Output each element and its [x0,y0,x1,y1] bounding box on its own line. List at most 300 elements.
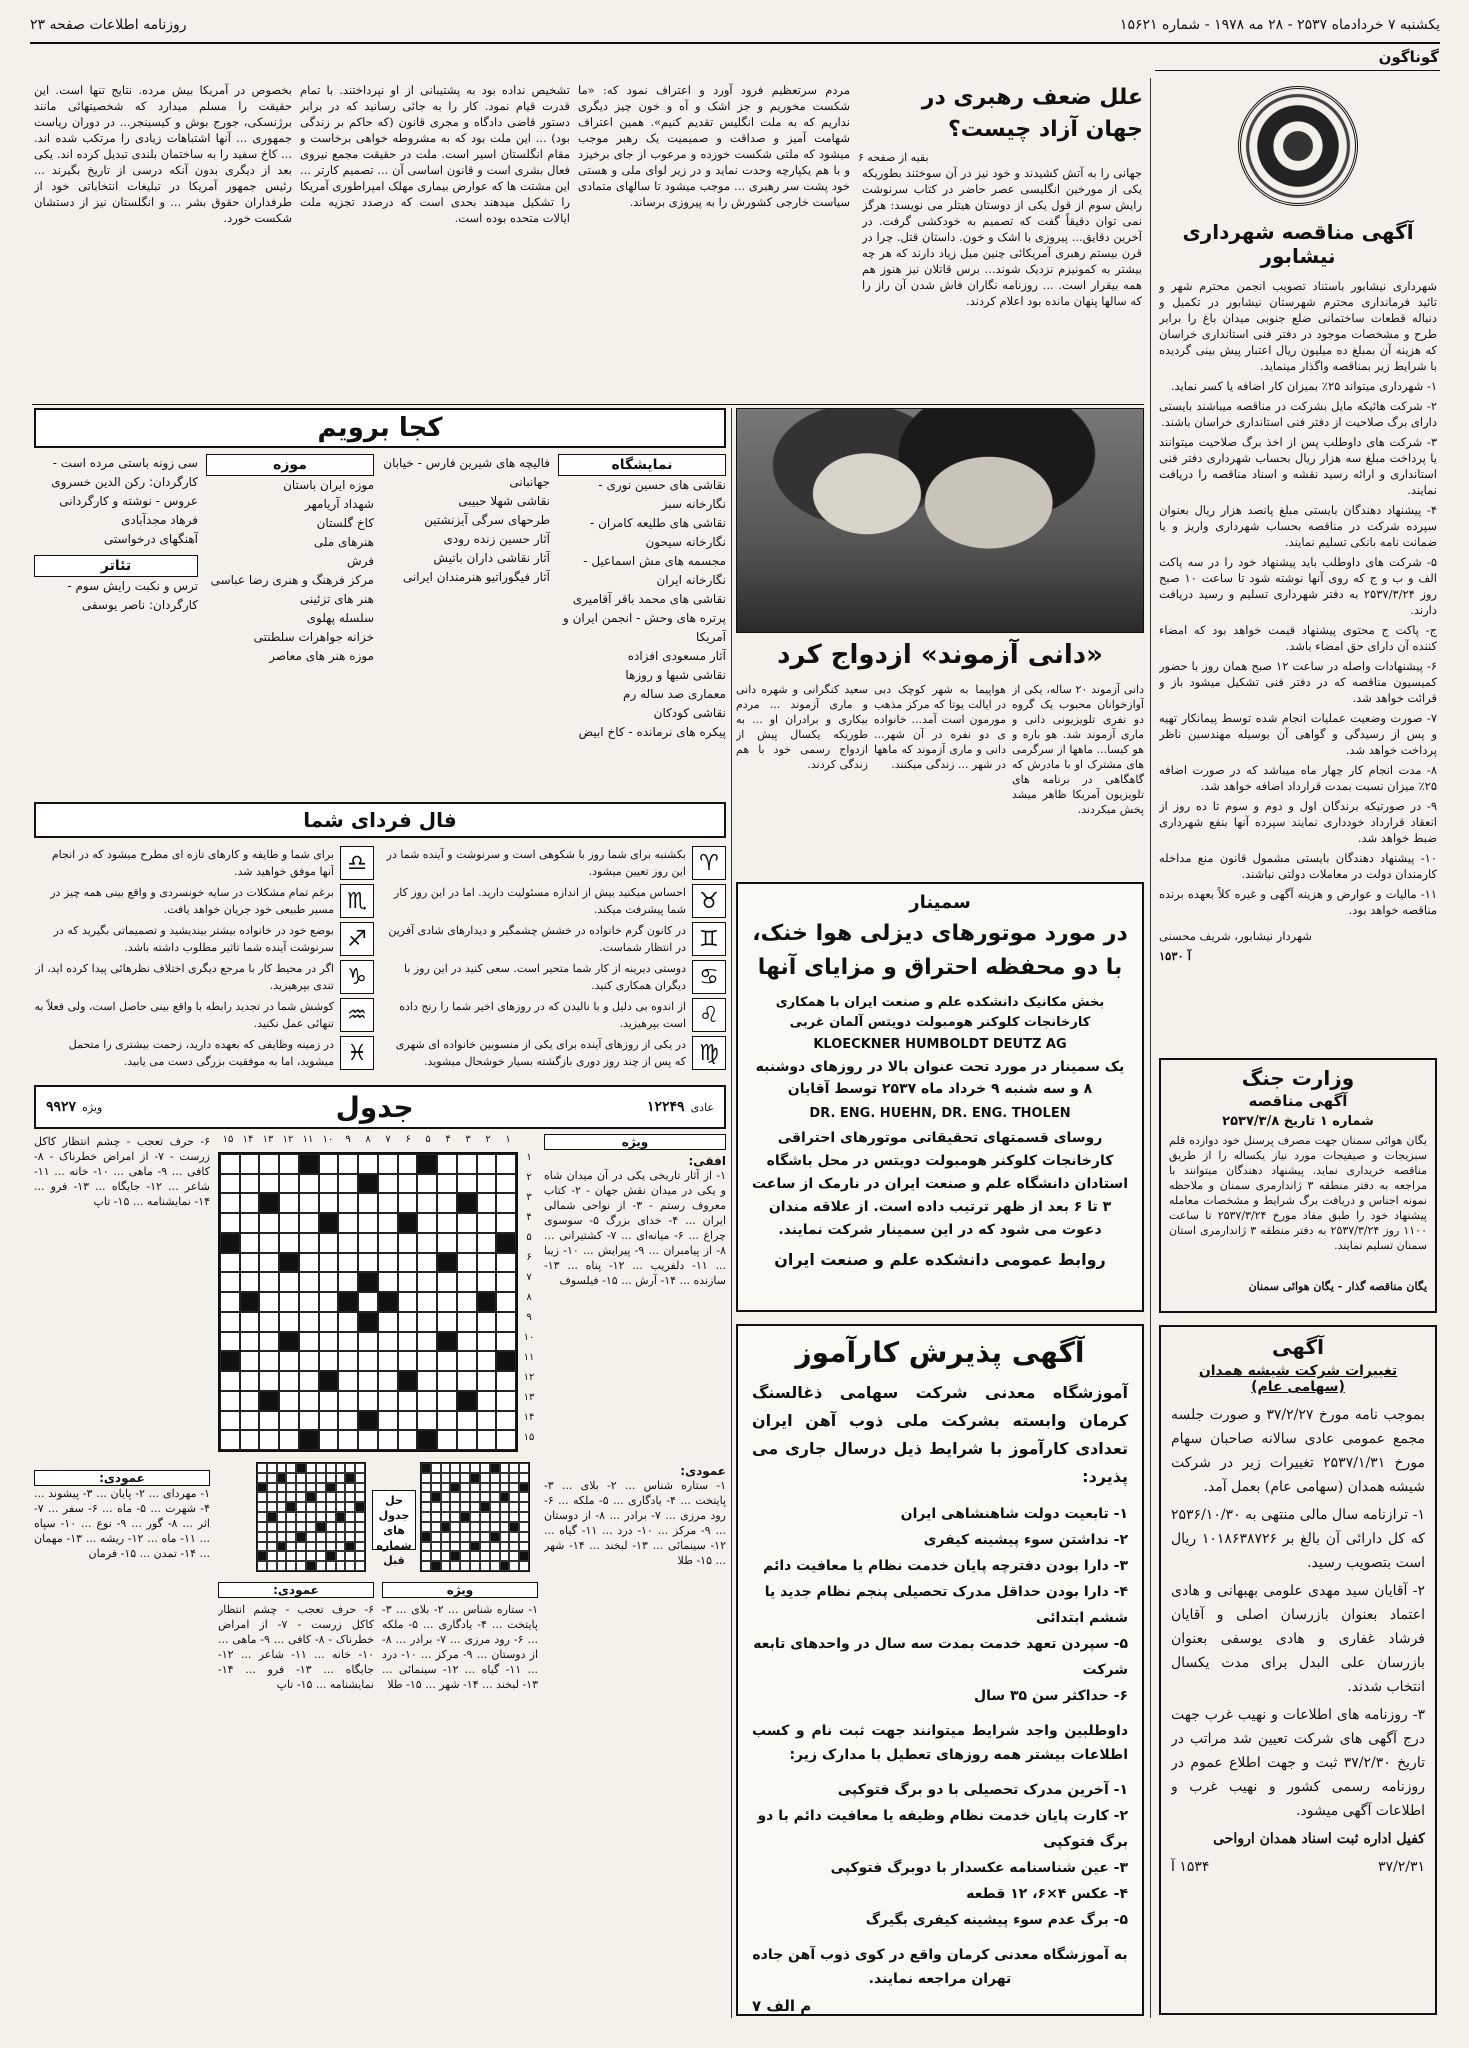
crossword-cell[interactable] [477,1411,497,1431]
crossword-cell[interactable] [496,1332,516,1352]
solution-cell [277,1463,287,1473]
crossword-cell[interactable] [457,1411,477,1431]
crossword-cell[interactable] [259,1253,279,1273]
crossword-cell[interactable] [457,1332,477,1352]
apprentice-condition: ۲- نداشتن سوء پیشینه کیفری [923,1532,1128,1548]
crossword-cell[interactable] [378,1174,398,1194]
crossword-cell[interactable] [358,1193,378,1213]
crossword-cell[interactable] [496,1411,516,1431]
crossword-cell[interactable] [417,1233,437,1253]
crossword-cell[interactable] [279,1391,299,1411]
crossword-cell[interactable] [496,1391,516,1411]
crossword-cell[interactable] [220,1391,240,1411]
crossword-cell[interactable] [437,1351,457,1371]
crossword-cell[interactable] [279,1292,299,1312]
crossword-cell[interactable] [299,1332,319,1352]
apprentice-doc: ۴- عکس ۴×۶، ۱۲ قطعه [966,1886,1128,1902]
crossword-cell[interactable] [457,1233,477,1253]
crossword-cell[interactable] [338,1332,358,1352]
crossword-cell[interactable] [220,1193,240,1213]
apprentice-condition: ۳- دارا بودن دفترچه پایان خدمت نظام یا معافیت دائم [763,1558,1128,1574]
solution-cell [277,1551,287,1561]
crossword-cell[interactable] [240,1411,260,1431]
crossword-cell[interactable] [398,1312,418,1332]
crossword-cell[interactable] [240,1233,260,1253]
vertical-label: عمودی: [680,1464,726,1478]
exhibition-item: نقاشی کودکان [653,706,726,720]
crossword-cell[interactable] [358,1292,378,1312]
crossword-cell[interactable] [417,1351,437,1371]
article-col-3: تشخیص نداده بود به پشتیبانی از او نپرداختند. با تمام قدرت قیام نمود. کار را به جائی رسانید که در برابر دستور قاضی دادگاه و مجری قانون (که حاکم بر زندگی بود) ... این ملت بود که به مشروطه خواهی برخاست و مقام انگلستان اسیر است. ملت در حقیقت مجمع نیروی فعال بشری است و قانون اساسی آن ... تصمیم کارتر ... این مشتت ها که عوارض بیماری مهلک امپراطوری آمریکا را تشکیل میدهند بحدی است که درصدد تجزیه ملت ایالات متحده بوده است. [300,83,570,225]
hamedan-subtitle: تغییرات شرکت شیشه همدان (سهامی عام) [1198,1363,1398,1395]
crossword-cell[interactable] [398,1430,418,1450]
crossword-cell[interactable] [477,1154,497,1174]
row-number: ۱۲ [523,1372,535,1383]
crossword-cell[interactable] [437,1430,457,1450]
crossword-block [437,1253,457,1273]
crossword-cell[interactable] [477,1272,497,1292]
crossword-cell[interactable] [358,1430,378,1450]
exhibitions-label: نمایشگاه [558,454,726,476]
crossword-block [378,1292,398,1312]
crossword-cell[interactable] [496,1174,516,1194]
crossword-cell[interactable] [240,1154,260,1174]
crossword-cell[interactable] [259,1233,279,1253]
crossword-cell[interactable] [398,1193,418,1213]
solution-cell [490,1483,500,1493]
solution-label: حل جدول های شماره قبل [372,1490,416,1550]
museum-item: کاخ گلستان [316,516,374,530]
crossword-cell[interactable] [279,1213,299,1233]
crossword-cell[interactable] [358,1351,378,1371]
nishabur-clause: ج- پاکت ج محتوی پیشنهاد قیمت خواهد بود که امضاء کننده آن دارای حق امضاء باشد. [1159,623,1437,653]
crossword-cell[interactable] [220,1332,240,1352]
solution-cell [519,1522,529,1532]
lower-special-tag: ویژه [382,1582,538,1598]
crossword-cell[interactable] [496,1430,516,1450]
crossword-block [477,1292,497,1312]
crossword-cell[interactable] [279,1272,299,1292]
solution-cell [345,1502,355,1512]
gallery-item: نقاشی شهلا حبیبی [458,494,550,508]
crossword-cell[interactable] [358,1253,378,1273]
solution-block [431,1561,441,1571]
crossword-cell[interactable] [398,1174,418,1194]
crossword-cell[interactable] [496,1253,516,1273]
crossword-grid[interactable] [218,1152,518,1452]
crossword-cell[interactable] [477,1332,497,1352]
crossword-cell[interactable] [240,1391,260,1411]
crossword-cell[interactable] [457,1292,477,1312]
crossword-cell[interactable] [358,1332,378,1352]
crossword-cell[interactable] [437,1213,457,1233]
solution-cell [480,1463,490,1473]
solution-block [286,1502,296,1512]
crossword-cell[interactable] [496,1213,516,1233]
crossword-cell[interactable] [259,1174,279,1194]
solution-cell [257,1561,267,1571]
solution-cell [450,1492,460,1502]
crossword-cell[interactable] [338,1351,358,1371]
crossword-cell[interactable] [457,1371,477,1391]
photo-caption: «دانی آزموند» ازدواج کرد [777,640,1103,670]
crossword-cell[interactable] [259,1332,279,1352]
crossword-cell[interactable] [358,1371,378,1391]
crossword-cell[interactable] [378,1213,398,1233]
crossword-cell[interactable] [437,1193,457,1213]
solution-block [277,1542,287,1552]
crossword-cell[interactable] [378,1253,398,1273]
crossword-cell[interactable] [417,1371,437,1391]
crossword-cell[interactable] [358,1233,378,1253]
crossword-cell[interactable] [319,1193,339,1213]
crossword-cell[interactable] [437,1371,457,1391]
marriage-col-3: سعید کنگرانی و شهره دانی و ماری آزموند ... مردم بیکاری و برادران او ... به طوریکه یکسال پیش از ازدواج رسمی خود با هم زندگی کردند. [736,683,868,771]
solution-cell [460,1473,470,1483]
crossword-cell[interactable] [299,1292,319,1312]
crossword-cell[interactable] [437,1292,457,1312]
crossword-cell[interactable] [398,1292,418,1312]
crossword-cell[interactable] [240,1253,260,1273]
crossword-cell[interactable] [457,1272,477,1292]
crossword-cell[interactable] [457,1174,477,1194]
solution-cell [480,1473,490,1483]
crossword-cell[interactable] [220,1292,240,1312]
crossword-cell[interactable] [378,1332,398,1352]
solution-cell [277,1483,287,1493]
section-tag: گوناگون [1378,48,1439,66]
crossword-cell[interactable] [299,1391,319,1411]
crossword-cell[interactable] [496,1292,516,1312]
crossword-cell[interactable] [220,1272,240,1292]
crossword-cell[interactable] [299,1253,319,1273]
crossword-cell[interactable] [220,1371,240,1391]
crossword-cell[interactable] [240,1213,260,1233]
exhibition-item: پرتره های وحش - انجمن ایران و آمریکا [562,611,726,644]
crossword-cell[interactable] [259,1292,279,1312]
crossword-cell[interactable] [279,1193,299,1213]
crossword-cell[interactable] [319,1233,339,1253]
crossword-cell[interactable] [398,1411,418,1431]
war-ministry-body: یگان هوائی سمنان جهت مصرف پرسنل خود دوازده قلم سبزیجات و صیفیجات مورد نیاز یکساله را از طریق مناقصه خریداری نماید. پیشنهاد دهندگان میتوانند با مراجعه به دفتر منطقه ۳ ژاندارمری سمنان و ملاحظه نمونه اجناس و دریافت برگ شرایط و مشخصات معامله پیشنهاد خود را طبق مفاد مورخ ۲۵۳۷/۳/۲۴ تا ساعت ۱۱۰۰ روز ۲۵۳۷/۳/۲۴ به دفتر منطقه ۳ ژاندارمری استان سمنان تسلیم نمایند. [1169,1134,1427,1252]
solution-cell [277,1532,287,1542]
crossword-cell[interactable] [338,1391,358,1411]
solution-block [355,1502,365,1512]
crossword-cell[interactable] [279,1371,299,1391]
solution-block [480,1502,490,1512]
crossword-cell[interactable] [417,1332,437,1352]
crossword-cell[interactable] [477,1312,497,1332]
crossword-cell[interactable] [220,1312,240,1332]
theater-item: ترس و نکبت رایش سوم - کارگردان: ناصر یوسفی [67,579,198,612]
crossword-cell[interactable] [338,1154,358,1174]
crossword-cell[interactable] [338,1253,358,1273]
crossword-cell[interactable] [299,1312,319,1332]
hamedan-item: ۱- ترازنامه سال مالی منتهی به ۲۵۳۶/۱۰/۳۰ که کل دارائی آن بالغ بر ۱۰۱۸۶۳۸۷۲۶ ریال است بتصویب رسید. [1171,1507,1425,1571]
crossword-cell[interactable] [417,1292,437,1312]
crossword-cell[interactable] [378,1391,398,1411]
crossword-cell[interactable] [319,1253,339,1273]
solution-cell [345,1492,355,1502]
crossword-cell[interactable] [338,1233,358,1253]
crossword-cell[interactable] [338,1312,358,1332]
crossword-cell[interactable] [319,1391,339,1411]
crossword-cell[interactable] [338,1174,358,1194]
crossword-cell[interactable] [279,1430,299,1450]
crossword-cell[interactable] [437,1154,457,1174]
crossword-cell[interactable] [279,1351,299,1371]
crossword-cell[interactable] [259,1154,279,1174]
crossword-cell[interactable] [279,1154,299,1174]
solution-block [431,1492,441,1502]
crossword-column-numbers [218,1134,518,1150]
crossword-cell[interactable] [299,1272,319,1292]
solution-cell [286,1512,296,1522]
apprentice-docs [752,1777,1128,1933]
crossword-cell[interactable] [437,1411,457,1431]
crossword-cell[interactable] [358,1154,378,1174]
solution-block [316,1522,326,1532]
apprentice-doc: ۱- آخرین مدرک تحصیلی با دو برگ فتوکپی [837,1782,1128,1798]
crossword-cell[interactable] [398,1332,418,1352]
crossword-cell[interactable] [437,1233,457,1253]
crossword-cell[interactable] [477,1193,497,1213]
solution-cell [306,1551,316,1561]
crossword-cell[interactable] [477,1174,497,1194]
solution-cell [490,1522,500,1532]
crossword-cell[interactable] [319,1272,339,1292]
exhibition-item: نقاشی های محمد باقر آقامیری [572,592,726,606]
horoscope-text: در زمینه وظایفی که بعهده دارید، زحمت بیشتری را متحمل میشوید، اما به موفقیت بزرگی دست می یابید. [68,1038,334,1068]
solution-cell [470,1483,480,1493]
solution-block [500,1492,510,1502]
solution-block [460,1512,470,1522]
crossword-cell[interactable] [319,1351,339,1371]
zodiac-sign-icon: ♎ [340,846,374,880]
crossword-cell[interactable] [496,1312,516,1332]
crossword-cell[interactable] [457,1430,477,1450]
horoscope-item [386,1035,726,1071]
solution-cell [267,1561,277,1571]
crossword-cell[interactable] [477,1430,497,1450]
solution-cell [480,1492,490,1502]
crossword-cell[interactable] [259,1272,279,1292]
crossword-cell[interactable] [220,1213,240,1233]
crossword-cell[interactable] [319,1411,339,1431]
crossword-cell[interactable] [457,1312,477,1332]
crossword-cell[interactable] [358,1213,378,1233]
solution-cell [519,1512,529,1522]
crossword-cell[interactable] [417,1253,437,1273]
crossword-cell[interactable] [319,1430,339,1450]
nishabur-clause: ۹- در صورتیکه برندگان اول و دوم و سوم تا ده روز از انعقاد قرارداد خودداری نمایند سپرده آنها بنفع شهرداری ضبط خواهد شد. [1159,799,1437,845]
crossword-cell[interactable] [378,1312,398,1332]
crossword-cell[interactable] [338,1430,358,1450]
horoscope-item [386,997,726,1033]
row-number: ۵ [526,1232,532,1243]
solution-cell [450,1502,460,1512]
crossword-cell[interactable] [299,1193,319,1213]
crossword-cell[interactable] [319,1174,339,1194]
crossword-cell[interactable] [259,1312,279,1332]
crossword-cell[interactable] [398,1233,418,1253]
crossword-cell[interactable] [240,1272,260,1292]
crossword-cell[interactable] [259,1351,279,1371]
crossword-cell[interactable] [240,1351,260,1371]
crossword-cell[interactable] [338,1411,358,1431]
crossword-cell[interactable] [319,1292,339,1312]
crossword-cell[interactable] [220,1253,240,1273]
crossword-cell[interactable] [477,1371,497,1391]
solution-cell [441,1551,451,1561]
crossword-cell[interactable] [417,1213,437,1233]
crossword-cell[interactable] [437,1272,457,1292]
crossword-cell[interactable] [358,1391,378,1411]
crossword-cell[interactable] [398,1253,418,1273]
crossword-cell[interactable] [240,1174,260,1194]
crossword-cell[interactable] [338,1193,358,1213]
crossword-cell[interactable] [398,1351,418,1371]
crossword-cell[interactable] [378,1371,398,1391]
horoscope-grid [34,845,726,1075]
crossword-cell[interactable] [279,1174,299,1194]
crossword-cell[interactable] [477,1253,497,1273]
crossword-cell[interactable] [417,1193,437,1213]
crossword-cell[interactable] [299,1233,319,1253]
crossword-cell[interactable] [319,1312,339,1332]
solution-cell [277,1561,287,1571]
exhibition-item: نقاشی های طلیعه کامران - نگارخانه سیحون [589,516,726,549]
crossword-cell[interactable] [378,1272,398,1292]
crossword-cell[interactable] [457,1154,477,1174]
crossword-cell[interactable] [437,1312,457,1332]
solution-cell [326,1492,336,1502]
solution-cell [519,1542,529,1552]
crossword-cell[interactable] [417,1174,437,1194]
crossword-cell[interactable] [417,1391,437,1411]
crossword-cell[interactable] [259,1371,279,1391]
crossword-cell[interactable] [299,1174,319,1194]
solution-cell [441,1512,451,1522]
crossword-cell[interactable] [299,1371,319,1391]
column-number: ۵ [425,1134,431,1145]
crossword-cell[interactable] [279,1233,299,1253]
marriage-col-1: دانی آزموند ۲۰ ساله، یکی از آوازخوانان محبوب یک گروه دو نفری تلویزیونی دانی و ماری آزموند شد. هو باره و هو کیسا... ماهها از سرگرمی های مشترک او با مادرش که گاهگاهی در برنامه های تلویزیون آمریکا ظاهر میشد پخش میکردند. [1012,683,1144,816]
solution-cell [490,1492,500,1502]
crossword-cell[interactable] [496,1272,516,1292]
paper-page: روزنامه اطلاعات صفحه ۲۳ [30,17,187,33]
crossword-cell[interactable] [477,1213,497,1233]
crossword-cell[interactable] [279,1411,299,1431]
solution-cell [267,1483,277,1493]
horoscope-item [386,959,726,995]
solution-cell [345,1532,355,1542]
crossword-cell[interactable] [378,1233,398,1253]
apprentice-condition: ۶- حداکثر سن ۳۵ سال [973,1688,1128,1704]
crossword-cell[interactable] [220,1411,240,1431]
crossword-cell[interactable] [378,1193,398,1213]
crossword-cell[interactable] [496,1193,516,1213]
crossword-cell[interactable] [477,1351,497,1371]
solution-cell [480,1532,490,1542]
solution-block [470,1542,480,1552]
crossword-cell[interactable] [477,1391,497,1411]
solution-cell [450,1542,460,1552]
crossword-cell[interactable] [496,1154,516,1174]
crossword-cell[interactable] [477,1233,497,1253]
crossword-cell[interactable] [398,1391,418,1411]
crossword-cell[interactable] [299,1213,319,1233]
crossword-block [279,1332,299,1352]
zodiac-sign-icon: ♒ [340,998,374,1032]
crossword-cell[interactable] [338,1371,358,1391]
solution-block [257,1483,267,1493]
crossword-cell[interactable] [319,1154,339,1174]
crossword-number: ۱۲۲۴۹ [646,1098,685,1115]
crossword-cell[interactable] [378,1351,398,1371]
museum-item: هنر های تزئینی [299,592,374,606]
crossword-cell[interactable] [378,1430,398,1450]
solution-cell [306,1512,316,1522]
crossword-cell[interactable] [299,1351,319,1371]
crossword-cell[interactable] [417,1312,437,1332]
crossword-cell[interactable] [240,1332,260,1352]
crossword-cell[interactable] [437,1174,457,1194]
crossword-cell[interactable] [338,1272,358,1292]
nishabur-ad [1159,78,1437,1103]
solution-cell [345,1561,355,1571]
crossword-cell[interactable] [338,1213,358,1233]
crossword-cell[interactable] [259,1213,279,1233]
crossword-cell[interactable] [457,1253,477,1273]
crossword-cell[interactable] [457,1213,477,1233]
crossword-cell[interactable] [299,1411,319,1431]
crossword-cell[interactable] [240,1371,260,1391]
crossword-block [220,1233,240,1253]
crossword-cell[interactable] [259,1430,279,1450]
crossword-cell[interactable] [398,1272,418,1292]
masthead-rule [30,42,1440,44]
crossword-cell[interactable] [240,1193,260,1213]
crossword-cell[interactable] [417,1272,437,1292]
crossword-cell[interactable] [457,1351,477,1371]
crossword-cell[interactable] [417,1411,437,1431]
solution-cell [336,1542,346,1552]
solution-cell [480,1542,490,1552]
crossword-cell[interactable] [259,1411,279,1431]
crossword-cell[interactable] [220,1154,240,1174]
crossword-cell[interactable] [378,1411,398,1431]
crossword-cell[interactable] [220,1174,240,1194]
crossword-cell[interactable] [220,1430,240,1450]
crossword-block [299,1430,319,1450]
crossword-cell[interactable] [496,1371,516,1391]
solution-cell [355,1512,365,1522]
solution-cell [490,1512,500,1522]
crossword-cell[interactable] [319,1332,339,1352]
crossword-cell[interactable] [240,1312,260,1332]
exhibition-item: معماری صد ساله رم [623,687,726,701]
crossword-cell[interactable] [437,1391,457,1411]
row-number: ۷ [526,1272,532,1283]
nishabur-clause: ۷- صورت وضعیت عملیات انجام شده توسط پیمانکار تهیه و پس از رسیدگی و گواهی آن بوسیله مهندسین ناظر پرداخت خواهد شد. [1159,711,1437,757]
solution-cell [490,1502,500,1512]
crossword-cell[interactable] [378,1154,398,1174]
crossword-cell[interactable] [398,1154,418,1174]
crossword-cell[interactable] [240,1430,260,1450]
crossword-cell[interactable] [279,1312,299,1332]
solution-cell [460,1522,470,1532]
